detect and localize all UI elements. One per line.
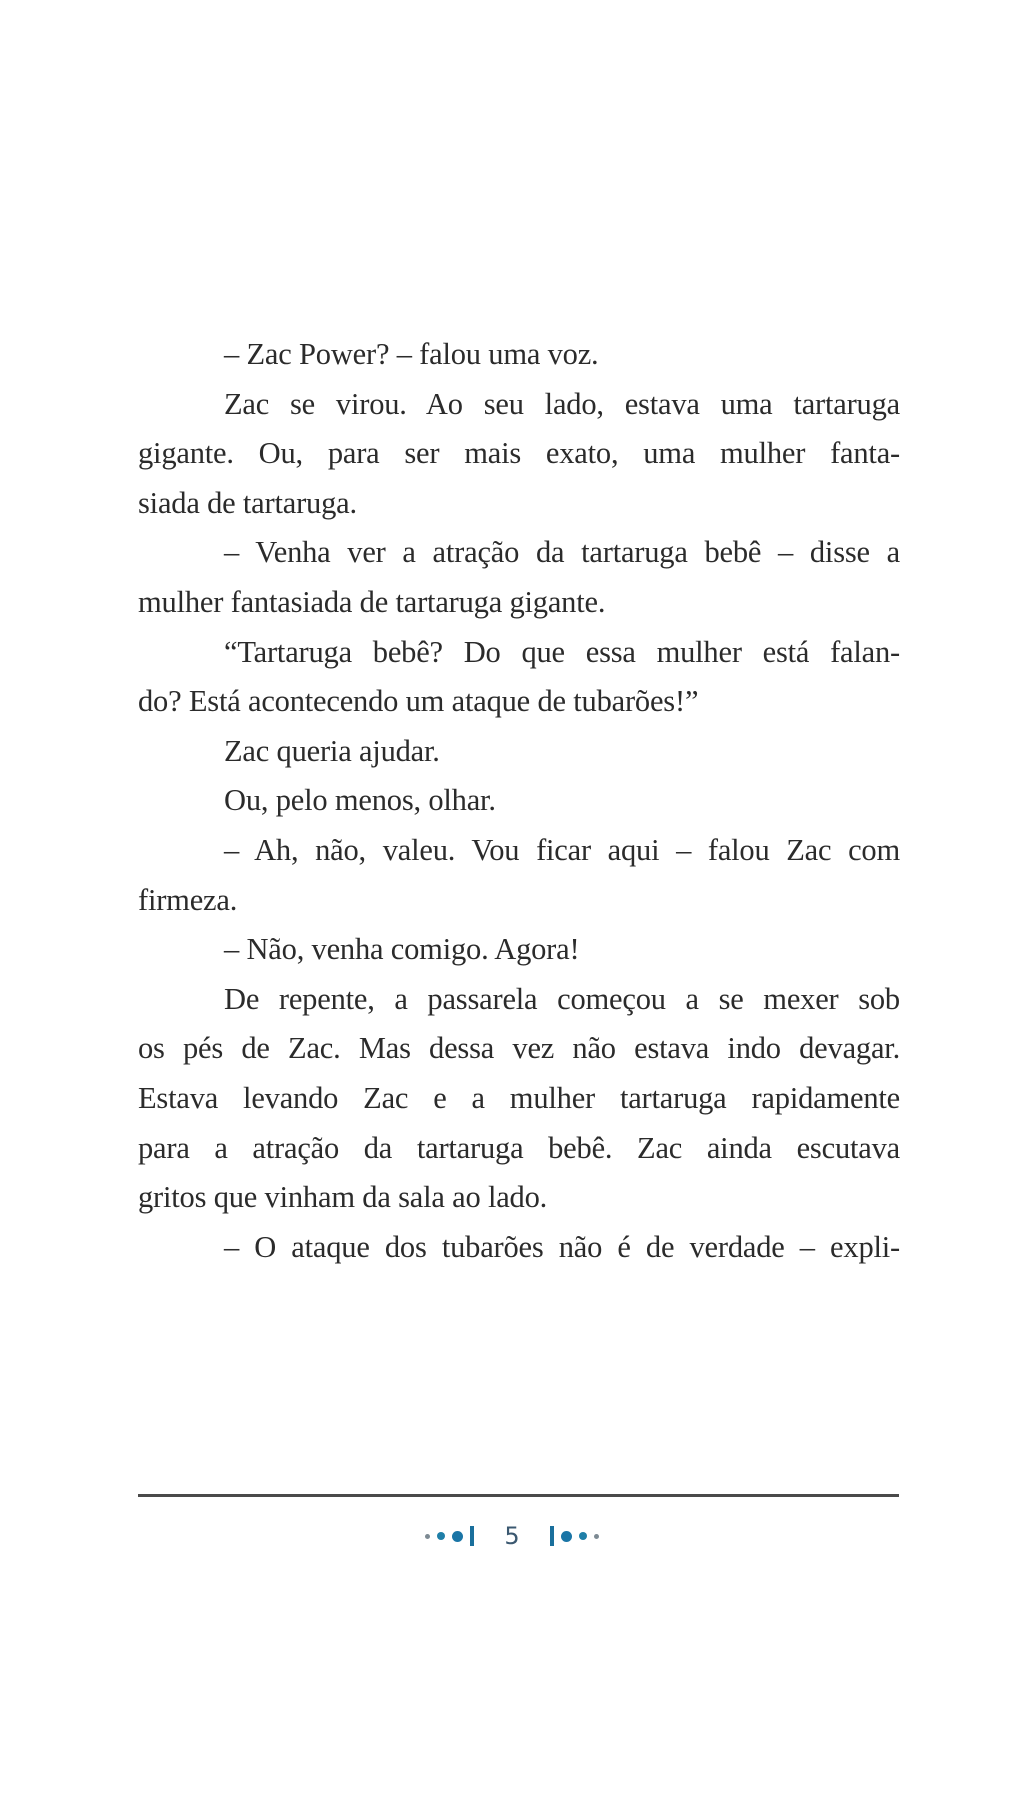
paragraph — [138, 1223, 900, 1273]
text-line: gigante. Ou, para ser mais exato, uma mulher fanta- — [138, 436, 900, 471]
dot-large-icon — [452, 1531, 463, 1542]
text-line: – Venha ver a atração da tartaruga bebê – disse a — [224, 535, 900, 570]
paragraph — [138, 826, 900, 925]
paragraph — [138, 528, 900, 627]
bar-icon — [470, 1526, 474, 1546]
text-line: Estava levando Zac e a mulher tartaruga rapidamente — [138, 1080, 900, 1115]
dot-small-icon — [594, 1534, 599, 1539]
paragraph — [138, 628, 900, 727]
ornament-right-icon — [550, 1526, 599, 1546]
text-line: do? Está acontecendo um ataque de tubarões!” — [138, 684, 699, 719]
text-line: – O ataque dos tubarões não é de verdade – expli- — [224, 1229, 900, 1264]
bar-icon — [550, 1526, 554, 1546]
body-text — [138, 330, 900, 1272]
text-line: Ou, pelo menos, olhar. — [224, 783, 496, 818]
text-line: – Ah, não, valeu. Vou ficar aqui – falou Zac com — [224, 832, 900, 867]
dot-medium-icon — [437, 1532, 445, 1540]
dot-large-icon — [561, 1531, 572, 1542]
paragraph — [138, 727, 900, 777]
text-line: De repente, a passarela começou a se mexer sob — [224, 981, 900, 1016]
paragraph — [138, 925, 900, 975]
paragraph — [138, 330, 900, 380]
text-line: para a atração da tartaruga bebê. Zac ainda escutava — [138, 1130, 900, 1165]
text-line: os pés de Zac. Mas dessa vez não estava indo devagar. — [138, 1031, 900, 1066]
text-line: – Não, venha comigo. Agora! — [224, 932, 580, 967]
text-line: gritos que vinham da sala ao lado. — [138, 1180, 548, 1215]
text-line: “Tartaruga bebê? Do que essa mulher está falan- — [224, 634, 900, 669]
text-line: siada de tartaruga. — [138, 485, 357, 520]
text-line: Zac se virou. Ao seu lado, estava uma tartaruga — [224, 386, 900, 421]
paragraph — [138, 975, 900, 1223]
page-footer — [0, 1518, 1024, 1554]
page-number: 5 — [504, 1522, 520, 1550]
text-line: mulher fantasiada de tartaruga gigante. — [138, 584, 606, 619]
dot-small-icon — [425, 1534, 430, 1539]
footer-rule — [138, 1494, 899, 1497]
dot-medium-icon — [579, 1532, 587, 1540]
paragraph — [138, 776, 900, 826]
text-line: Zac queria ajudar. — [224, 733, 440, 768]
paragraph — [138, 380, 900, 529]
text-line: – Zac Power? – falou uma voz. — [224, 337, 599, 371]
ornament-left-icon — [425, 1526, 474, 1546]
text-line: firmeza. — [138, 882, 238, 917]
